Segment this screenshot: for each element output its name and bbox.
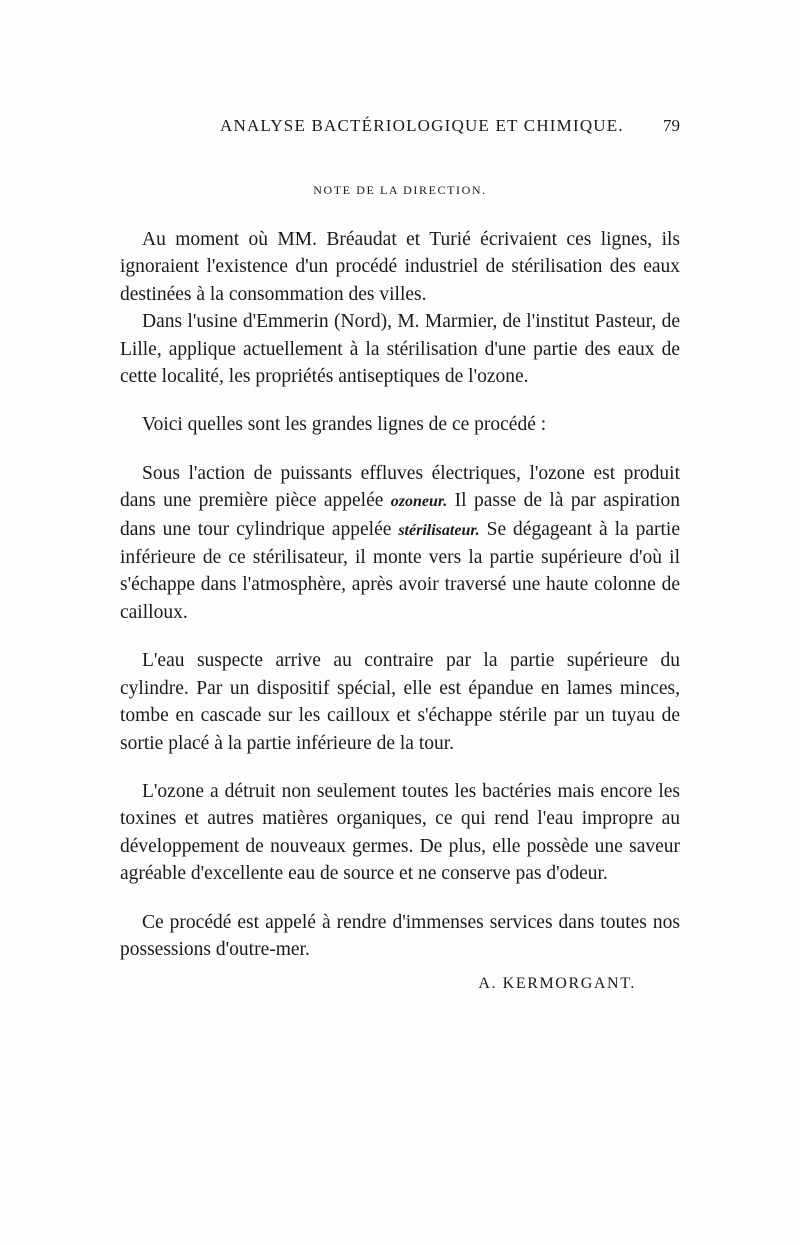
paragraph-7: Ce procédé est appelé à rendre d'immenses services dans toutes nos possessions d'outre-mer. [120, 911, 680, 960]
signature: A. KERMORGANT. [478, 975, 636, 992]
running-title: ANALYSE BACTÉRIOLOGIQUE ET CHIMIQUE. [220, 116, 624, 135]
paragraph-5: L'eau suspecte arrive au contraire par la partie supérieure du cylindre. Par un dispositif spécial, elle est épandue en lames minces, tombe en cascade sur les cailloux et s'échappe stérile par un tuyau de sortie placé à la partie inférieure de la tour. [120, 650, 680, 754]
paragraph-4-part-3: Se dégageant à la partie inférieure de ce stérilisateur, il monte vers la partie supérieure d'où il s'échappe dans l'atmosphère, après avoir traversé une haute colonne de cailloux. [120, 518, 681, 623]
paragraph-4 [120, 460, 680, 626]
paragraph-4-part-2: Il passe de là par aspiration dans une tour cylindrique appelée [120, 490, 681, 540]
paragraph-6: L'ozone a détruit non seulement toutes les bactéries mais encore les toxines et autres matières organiques, ce qui rend l'eau impropre au développement de nouveaux germes. De plus, elle possède une saveur agréable d'excellente eau de source et ne conserve pas d'odeur. [120, 780, 680, 885]
running-head [120, 116, 680, 140]
page-number: 79 [663, 116, 680, 135]
term-sterilisateur: stérilisateur. [398, 521, 480, 539]
term-ozoneur: ozoneur. [390, 493, 448, 511]
section-heading: NOTE DE LA DIRECTION. [313, 183, 487, 197]
paragraph-3: Voici quelles sont les grandes lignes de ce procédé : [142, 414, 547, 436]
paragraph-4-part-1: Sous l'action de puissants effluves électriques, l'ozone est produit dans une première pièce appelée [120, 462, 680, 512]
paragraph-2: Dans l'usine d'Emmerin (Nord), M. Marmier, de l'institut Pasteur, de Lille, applique actuellement à la stérilisation d'une partie des eaux de cette localité, les propriétés antiseptiques de l'ozone. [120, 311, 680, 388]
body-text [120, 226, 680, 963]
paragraph-1: Au moment où MM. Bréaudat et Turié écrivaient ces lignes, ils ignoraient l'existence d'un procédé industriel de stérilisation des eaux destinées à la consommation des villes. [120, 229, 680, 305]
